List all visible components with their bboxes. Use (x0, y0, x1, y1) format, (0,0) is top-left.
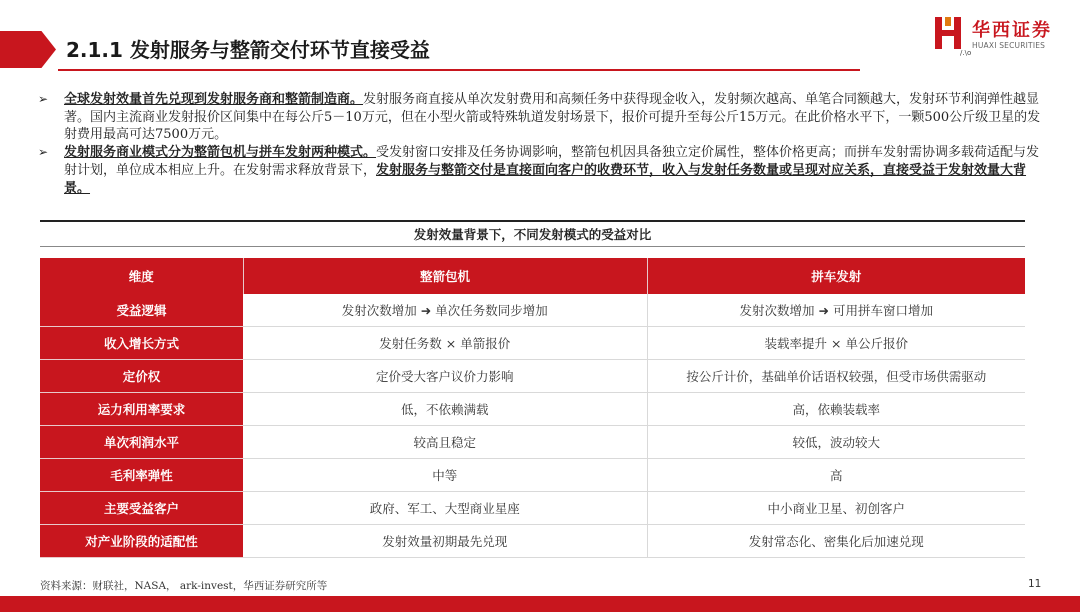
bullet-body: 发射服务商直接从单次发射费用和高频任务中获得现金收入，发射频次越高、单笔合同额越大，发射环节利润弹性越显著。国内主流商业发射报价区间集中在每公斤5－10万元，但在小型火箭或特殊轨道发射场景下，报价可提升至每公斤15万元。在此价格水平下，一颗500公斤级卫星的发射费用最高可达7500万元。 (64, 92, 1041, 143)
bullet-item (38, 144, 1043, 197)
table-cell: 发射效量初期最先兑现 (243, 525, 647, 558)
footer-bar (0, 596, 1080, 612)
source-note: 资料来源：财联社，NASA， ark-invest，华西证券研究所等 (40, 580, 328, 592)
title-accent-tab (0, 31, 56, 68)
table-row (40, 294, 1025, 327)
row-header: 主要受益客户 (40, 492, 243, 525)
table-cell: 发射次数增加 ➜ 可用拼车窗口增加 (647, 294, 1025, 327)
row-header: 毛利率弹性 (40, 459, 243, 492)
table-cell: 发射次数增加 ➜ 单次任务数同步增加 (243, 294, 647, 327)
table-row (40, 327, 1025, 360)
table-row (40, 426, 1025, 459)
header-dimension: 维度 (40, 258, 243, 294)
logo-chinese-name: 华西证券 (972, 20, 1052, 41)
logo-english-name: HUAXI SECURITIES (972, 41, 1046, 50)
bullet-body: 受发射窗口安排及任务协调影响，整箭包机因具备独立定价属性，整体价格更高；而拼车发射需协调多载荷适配与发射计划，单位成本相应上升。在发射需求释放背景下， (64, 145, 1040, 178)
table-cell: 较高且稳定 (243, 426, 647, 459)
table-header-row (40, 258, 1025, 294)
bullet-list (38, 91, 1043, 197)
huaxi-logo-icon (934, 15, 966, 51)
table-cell: 低，不依赖满载 (243, 393, 647, 426)
bullet-lead: 全球发射效量首先兑现到发射服务商和整箭制造商。 (64, 92, 364, 107)
bullet-lead: 发射服务商业模式分为整箭包机与拼车发射两种模式。 (64, 145, 377, 161)
table-cell: 装载率提升 × 单公斤报价 (647, 327, 1025, 360)
table-cell: 发射任务数 × 单箭报价 (243, 327, 647, 360)
table-title-rule (40, 246, 1025, 247)
header-full-charter: 整箭包机 (243, 258, 647, 294)
row-header: 定价权 (40, 360, 243, 393)
logo-small-mark: /.\o (960, 49, 972, 57)
table-row (40, 360, 1025, 393)
table-row (40, 525, 1025, 558)
arrow-bullet-icon: ➢ (38, 145, 49, 160)
title-underline (58, 69, 860, 71)
table-cell: 政府、军工、大型商业星座 (243, 492, 647, 525)
bullet-conclusion: 发射服务与整箭交付是直接面向客户的收费环节，收入与发射任务数量或呈现对应关系，直接受益于发射效量大背景。 (64, 162, 1027, 196)
table-cell: 按公斤计价，基础单价话语权较强，但受市场供需驱动 (647, 360, 1025, 393)
bullet-item (38, 91, 1043, 144)
table-cell: 中等 (243, 459, 647, 492)
page-title: 2.1.1 发射服务与整箭交付环节直接受益 (66, 38, 430, 62)
row-header: 对产业阶段的适配性 (40, 525, 243, 558)
table-cell: 高 (647, 459, 1025, 492)
comparison-table (40, 258, 1025, 558)
header-rideshare: 拼车发射 (647, 258, 1025, 294)
row-header: 单次利润水平 (40, 426, 243, 459)
table-row (40, 459, 1025, 492)
page-number: 11 (1028, 578, 1042, 590)
row-header: 收入增长方式 (40, 327, 243, 360)
arrow-bullet-icon: ➢ (38, 92, 49, 106)
table-title: 发射效量背景下，不同发射模式的受益对比 (413, 227, 652, 242)
table-cell: 较低，波动较大 (647, 426, 1025, 459)
company-logo (934, 15, 1069, 55)
table-cell: 高，依赖装载率 (647, 393, 1025, 426)
table-row (40, 393, 1025, 426)
table-row (40, 492, 1025, 525)
table-cell: 定价受大客户议价力影响 (243, 360, 647, 393)
row-header: 运力利用率要求 (40, 393, 243, 426)
table-top-rule (40, 220, 1025, 222)
table-cell: 发射常态化、密集化后加速兑现 (647, 525, 1025, 558)
row-header: 受益逻辑 (40, 294, 243, 327)
table-cell: 中小商业卫星、初创客户 (647, 492, 1025, 525)
